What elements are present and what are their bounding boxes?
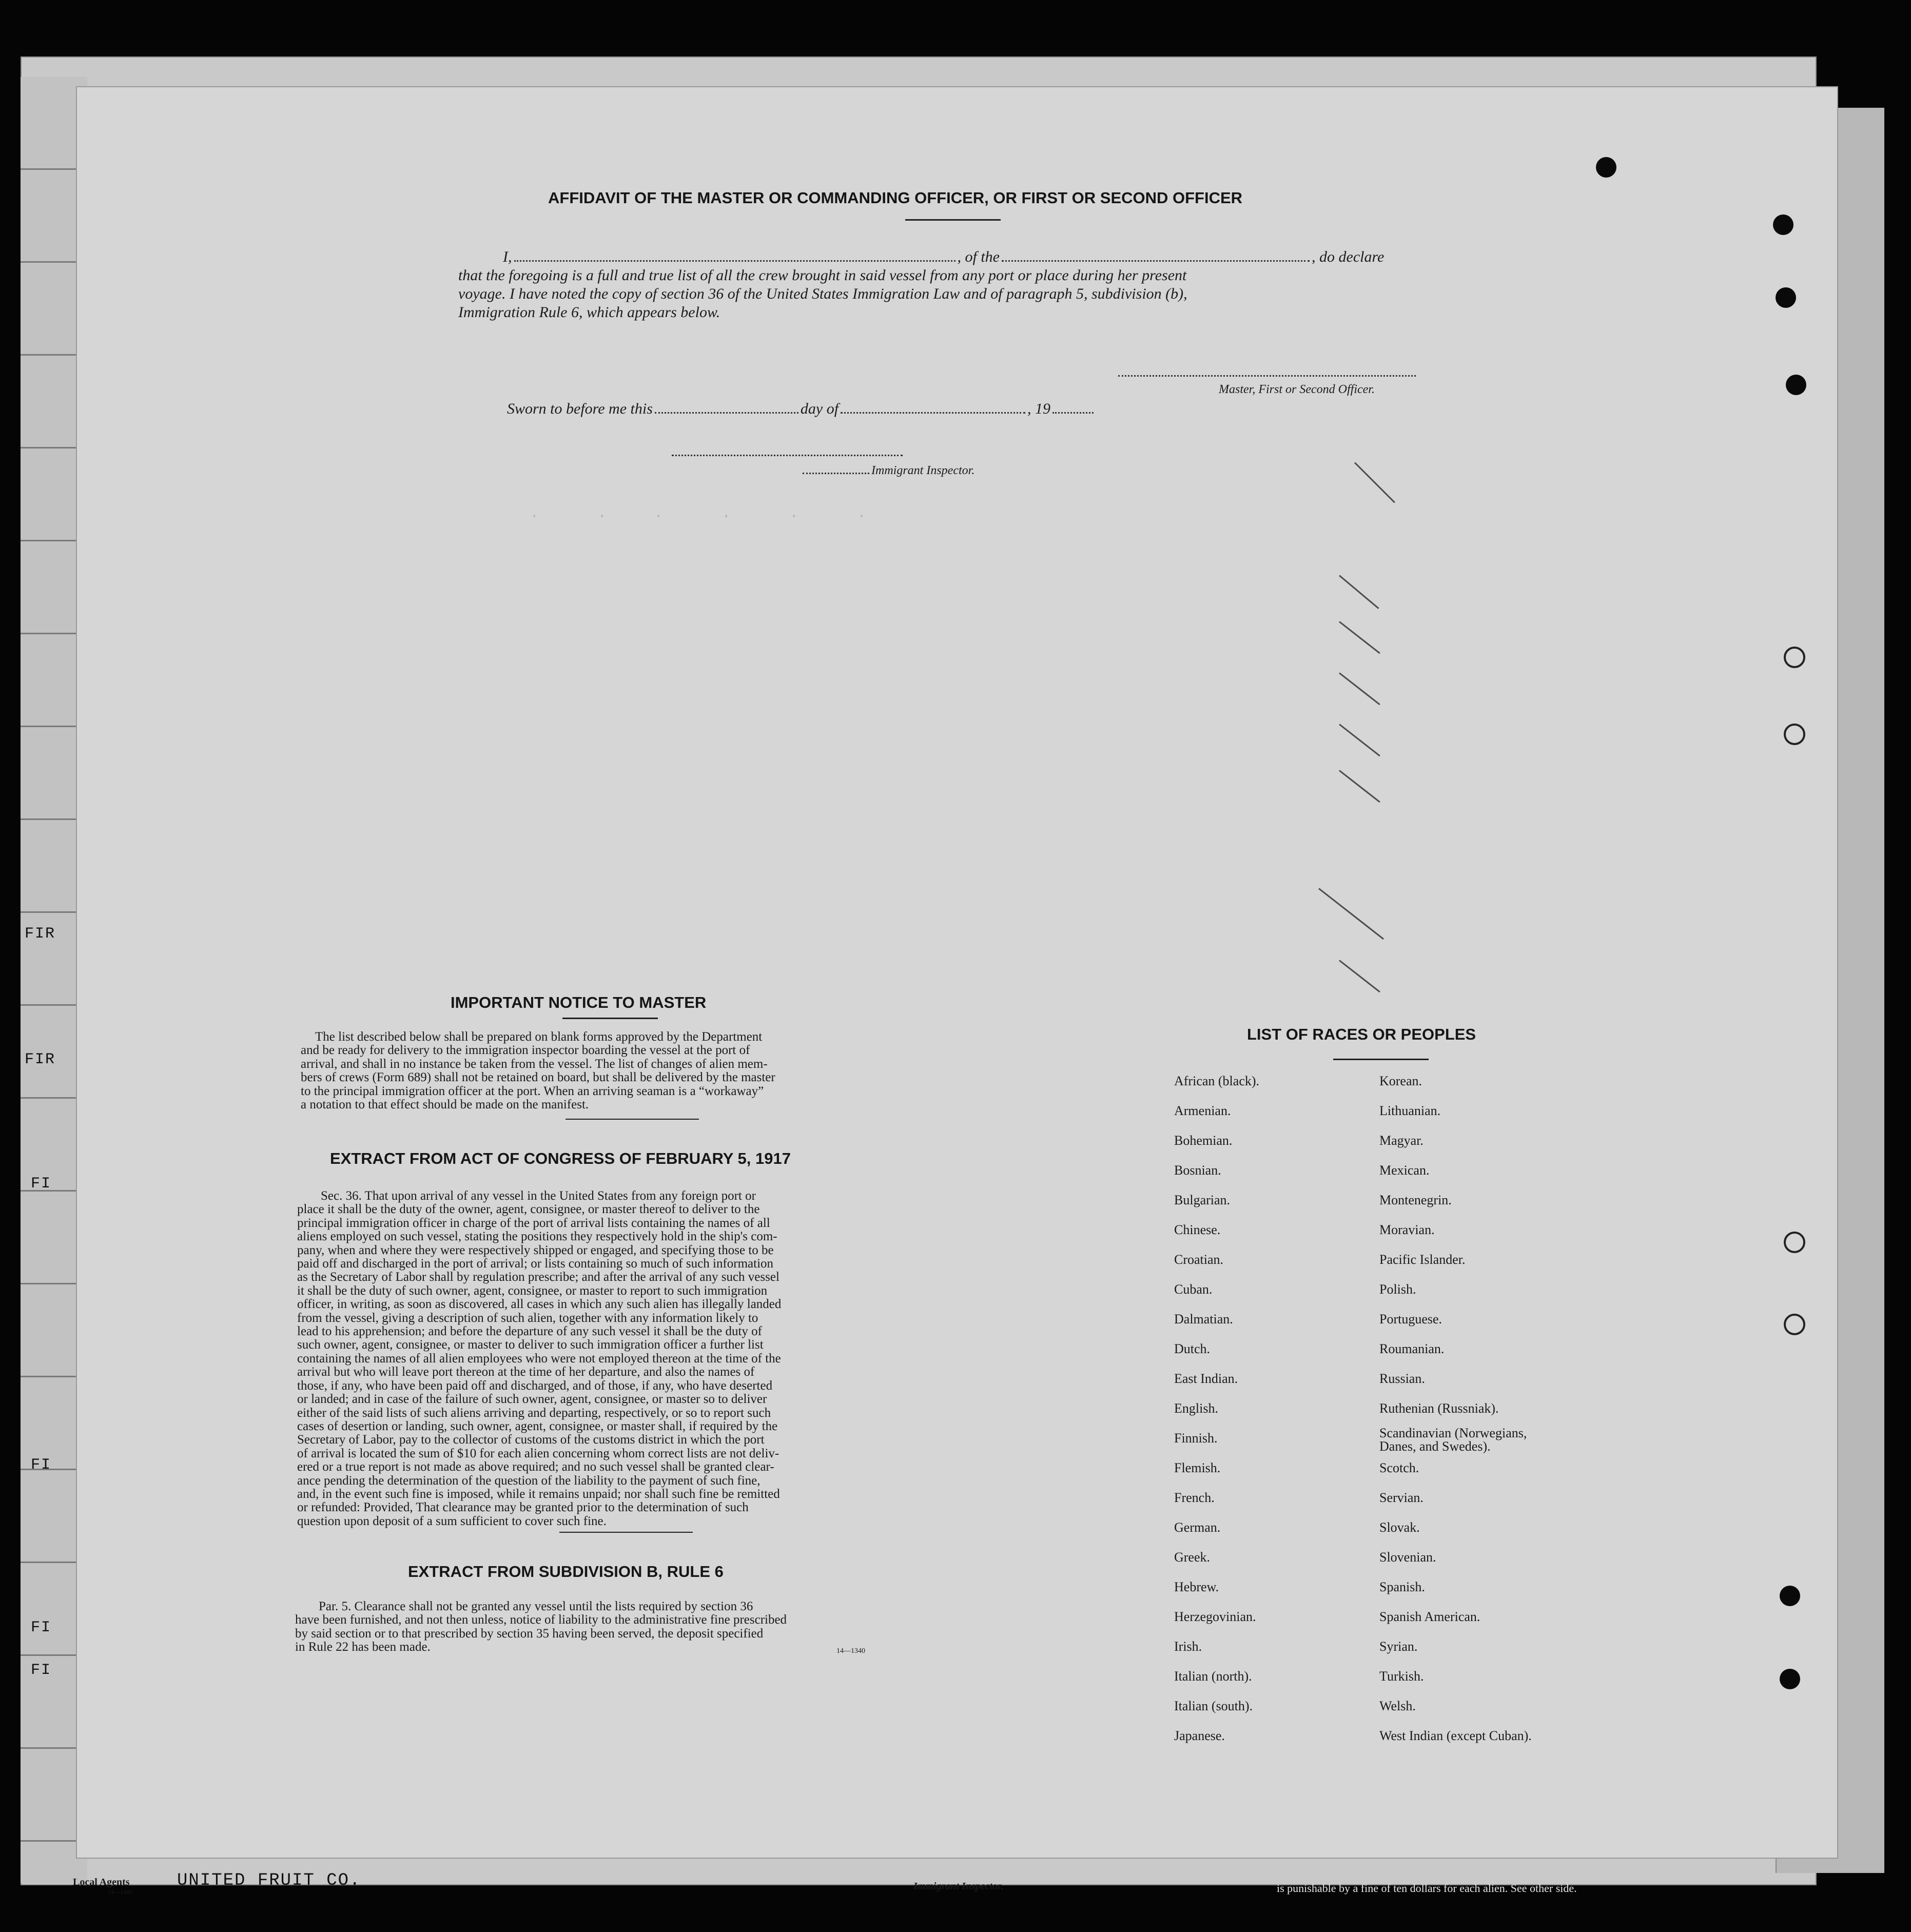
race-item: Syrian. [1379, 1639, 1418, 1654]
form-number: 14—1340 [836, 1647, 865, 1655]
race-item: Hebrew. [1174, 1579, 1219, 1594]
inspector-caption: Immigrant Inspector. [801, 464, 974, 478]
race-item: West Indian (except Cuban). [1379, 1728, 1532, 1743]
signature-caption: Master, First or Second Officer. [1219, 383, 1375, 396]
race-item: Pacific Islander. [1379, 1252, 1466, 1267]
act-line: ered or a true report is not made as above required; and no such vessel shall be granted clear- [297, 1460, 774, 1474]
punch-hole [1780, 1669, 1800, 1689]
race-item: Korean. [1379, 1074, 1422, 1088]
bleed-through-text: · · · · · · [180, 508, 869, 525]
margin-tab: FI [31, 1456, 52, 1474]
race-item: Italian (south). [1174, 1699, 1253, 1713]
act-line: Sec. 36. That upon arrival of any vessel in the United States from any foreign port or [321, 1189, 756, 1203]
margin-tab: FIR [25, 925, 56, 943]
race-item: Ruthenian (Russniak). [1379, 1401, 1499, 1416]
race-item: East Indian. [1174, 1371, 1238, 1386]
race-item: Armenian. [1174, 1103, 1231, 1118]
punch-hole [1784, 1314, 1805, 1335]
race-item: German. [1174, 1520, 1221, 1535]
check-mark [1339, 724, 1380, 756]
act-line: arrival but who will leave port thereon at the time of her departure, and also the names of [297, 1365, 755, 1379]
act-line: officer, in writing, as soon as discovered, all cases in which any such alien has illegally landed [297, 1297, 782, 1312]
affidavit-line-2: that the foregoing is a full and true list of all the crew brought in said vessel from any port or place during her present [458, 267, 1187, 284]
act-extract-title: EXTRACT FROM ACT OF CONGRESS OF FEBRUARY 5, 1917 [330, 1149, 791, 1167]
check-mark [1339, 575, 1379, 609]
margin-tab: FIR [25, 1051, 56, 1068]
fine-note: is punishable by a fine of ten dollars for each alien. See other side. [1277, 1882, 1577, 1895]
rule-line: in Rule 22 has been made. [295, 1640, 431, 1654]
margin-tab: FI [31, 1619, 52, 1636]
name-blank [514, 260, 956, 262]
vessel-blank [1002, 260, 1310, 262]
act-line: containing the names of all alien employees who were not employed thereon at the time of the [297, 1351, 781, 1365]
race-item: Polish. [1379, 1282, 1416, 1297]
race-item: Servian. [1379, 1490, 1424, 1505]
title-divider [905, 219, 1001, 221]
affidavit-line-4: Immigration Rule 6, which appears below. [458, 304, 720, 321]
punch-hole [1784, 724, 1805, 745]
races-title: LIST OF RACES OR PEOPLES [1247, 1025, 1476, 1043]
check-mark [1339, 770, 1380, 803]
sworn-day-blank [655, 412, 798, 414]
race-item: Roumanian. [1379, 1341, 1445, 1356]
act-line: of arrival is located the sum of $10 for each alien concerning whom correct lists are not deliv- [297, 1446, 779, 1460]
check-mark [1339, 672, 1380, 705]
notice-line: to the principal immigration officer at the port. When an arriving seaman is a “workaway” [301, 1084, 764, 1098]
act-line: pany, when and where they were respectively shipped or engaged, and specifying those to be [297, 1243, 774, 1257]
act-line: lead to his apprehension; and before the departure of any such vessel it shall be the duty of [297, 1324, 762, 1339]
rule-line: have been furnished, and not then unless, notice of liability to the administrative fine prescribed [295, 1613, 787, 1627]
sworn-year-blank [1052, 412, 1094, 414]
affidavit-sheet [77, 87, 1837, 1858]
act-line: paid off and discharged in the port of arrival; or lists containing so much of such information [297, 1257, 774, 1271]
race-item: English. [1174, 1401, 1218, 1416]
race-item: Herzegovinian. [1174, 1609, 1256, 1624]
punch-hole [1784, 1232, 1805, 1253]
notice-divider [562, 1018, 658, 1019]
race-item: Spanish. [1379, 1579, 1425, 1594]
act-line: or refunded: Provided, That clearance may be granted prior to the determination of such [297, 1500, 749, 1515]
margin-tab: FI [31, 1175, 52, 1193]
race-item: Slovenian. [1379, 1550, 1436, 1565]
race-item: French. [1174, 1490, 1215, 1505]
race-item: African (black). [1174, 1074, 1260, 1088]
race-item: Slovak. [1379, 1520, 1420, 1535]
act-line: Secretary of Labor, pay to the collector of customs of the customs district in which the port [297, 1433, 765, 1447]
race-item: Spanish American. [1379, 1609, 1480, 1624]
act-line: aliens employed on such vessel, stating the positions they respectively hold in the ship's com- [297, 1230, 777, 1244]
act-line: principal immigration officer in charge of the port of arrival lists containing the names of all [297, 1216, 770, 1230]
act-line: ance pending the determination of the question of the liability to the payment of such fine, [297, 1473, 761, 1488]
punch-hole [1780, 1586, 1800, 1606]
act-line: or landed; and in case of the failure of such owner, agent, consignee, or master so to deliver [297, 1392, 767, 1407]
race-item: Flemish. [1174, 1460, 1221, 1475]
check-mark [1339, 960, 1380, 992]
punch-hole [1773, 214, 1793, 235]
affidavit-first-line: I, , of the , do declare [503, 248, 1384, 265]
punch-hole [1784, 647, 1805, 668]
punch-hole [1786, 375, 1806, 395]
sworn-month-blank [841, 412, 1025, 414]
notice-text [301, 1030, 974, 1111]
act-line: as the Secretary of Labor shall by regulation prescribe; and after the arrival of any such vessel [297, 1270, 779, 1284]
race-item: Turkish. [1379, 1669, 1424, 1684]
rule-line: Par. 5. Clearance shall not be granted any vessel until the lists required by section 36 [319, 1599, 753, 1613]
signature-blank [1118, 375, 1416, 377]
act-line: place it shall be the duty of the owner, agent, consignee, or master thereof to deliver to the [297, 1202, 760, 1217]
race-item: Montenegrin. [1379, 1193, 1452, 1207]
race-item: Croatian. [1174, 1252, 1224, 1267]
race-item: Dutch. [1174, 1341, 1211, 1356]
race-item: Greek. [1174, 1550, 1211, 1565]
rule-extract-title: EXTRACT FROM SUBDIVISION B, RULE 6 [408, 1563, 724, 1580]
race-item: Dalmatian. [1174, 1312, 1233, 1326]
races-divider [1333, 1059, 1429, 1060]
race-item: Mexican. [1379, 1163, 1430, 1178]
notice-line: The list described below shall be prepared on blank forms approved by the Department [315, 1030, 763, 1044]
act-line: from the vessel, giving a description of such alien, together with any information likely to [297, 1311, 758, 1325]
race-item: Japanese. [1174, 1728, 1225, 1743]
notice-line: and be ready for delivery to the immigration inspector boarding the vessel at the port of [301, 1043, 750, 1058]
race-item: Moravian. [1379, 1222, 1435, 1237]
race-item: Bulgarian. [1174, 1193, 1231, 1207]
act-line: such owner, agent, consignee, or master to deliver to such immigration officer a further list [297, 1338, 764, 1352]
check-mark [1354, 462, 1395, 503]
race-item: Magyar. [1379, 1133, 1424, 1148]
race-item: Scandinavian (Norwegians, Danes, and Swedes). [1379, 1426, 1527, 1454]
inspector-blank [672, 454, 903, 456]
act-line: question upon deposit of a sum sufficient to cover such fine. [297, 1514, 607, 1528]
footer-inspector: Immigrant Inspector. [913, 1881, 1004, 1892]
act-line: those, if any, who have been paid off and discharged, and of those, if any, who have deserted [297, 1378, 773, 1393]
act-extract-text [297, 1189, 974, 1528]
rule-extract-text [295, 1600, 974, 1654]
sworn-line: Sworn to before me this day of , 19 [507, 400, 1096, 418]
local-agents-label: Local Agents [73, 1877, 130, 1888]
section-divider [559, 1532, 693, 1533]
act-line: and, in the event such fine is imposed, while it remains unpaid; nor shall such fine be remitted [297, 1487, 780, 1501]
race-item: Bosnian. [1174, 1163, 1221, 1178]
punch-hole [1596, 157, 1616, 178]
punch-hole [1776, 287, 1796, 308]
act-line: it shall be the duty of such owner, agent, consignee, or master to report to such immigration [297, 1283, 768, 1298]
race-item: Irish. [1174, 1639, 1202, 1654]
agent-name: UNITED FRUIT CO. [177, 1871, 361, 1890]
affidavit-title: AFFIDAVIT OF THE MASTER OR COMMANDING OFFICER, OR FIRST OR SECOND OFFICER [548, 189, 1243, 207]
act-line: cases of desertion or landing, such owner, agent, consignee, or master shall, if required by the [297, 1419, 778, 1433]
check-mark [1318, 888, 1384, 940]
act-line: either of the said lists of such aliens arriving and departing, respectively, or so to report such [297, 1406, 771, 1420]
notice-line: a notation to that effect should be made on the manifest. [301, 1098, 589, 1112]
race-item: Cuban. [1174, 1282, 1213, 1297]
race-item: Scotch. [1379, 1460, 1419, 1475]
footer-form-number: 14—1340 [108, 1888, 132, 1896]
race-item: Portuguese. [1379, 1312, 1442, 1326]
margin-tab: FI [31, 1662, 52, 1679]
race-item: Welsh. [1379, 1699, 1416, 1713]
race-item: Russian. [1379, 1371, 1425, 1386]
notice-title: IMPORTANT NOTICE TO MASTER [451, 993, 707, 1011]
race-item: Chinese. [1174, 1222, 1221, 1237]
race-item: Lithuanian. [1379, 1103, 1441, 1118]
check-mark [1339, 621, 1380, 654]
race-item: Italian (north). [1174, 1669, 1252, 1684]
notice-line: bers of crews (Form 689) shall not be retained on board, but shall be delivered by the master [301, 1070, 775, 1085]
affidavit-line-3: voyage. I have noted the copy of section 36 of the United States Immigration Law and of paragraph 5, subdivision (b), [458, 285, 1187, 302]
race-item: Bohemian. [1174, 1133, 1233, 1148]
section-divider [566, 1119, 699, 1120]
notice-line: arrival, and shall in no instance be taken from the vessel. The list of changes of alien mem- [301, 1057, 768, 1071]
race-item: Finnish. [1174, 1431, 1218, 1446]
rule-line: by said section or to that prescribed by section 35 having been served, the deposit specified [295, 1626, 764, 1641]
